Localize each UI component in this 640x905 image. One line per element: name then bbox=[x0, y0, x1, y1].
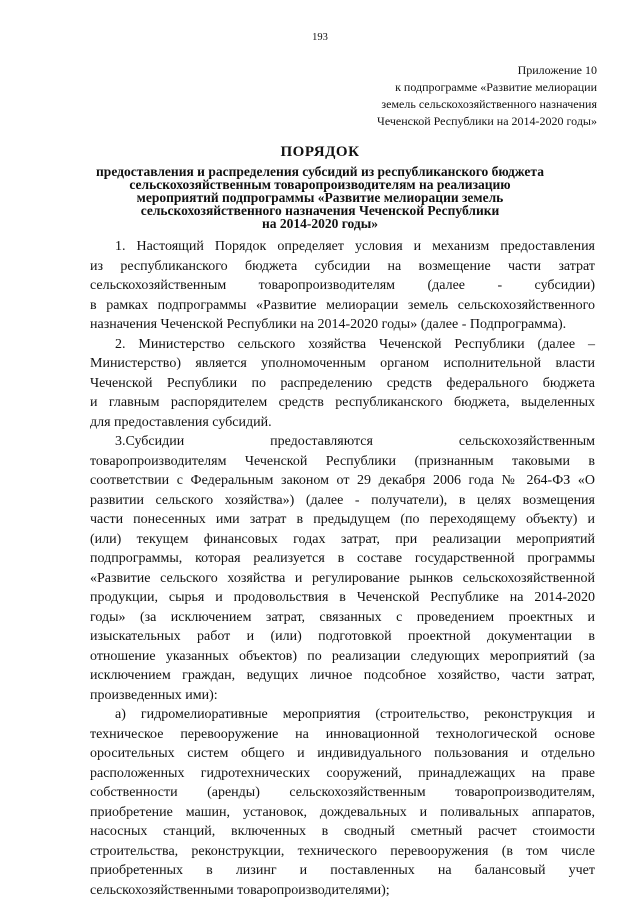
paragraph-line: из республиканского бюджета субсидии на возмещение части затрат bbox=[90, 258, 595, 274]
annex-line: земель сельскохозяйственного назначения bbox=[381, 97, 597, 111]
paragraph-line: строительства, реконструкции, технического перевооружения (в том числе bbox=[90, 843, 595, 859]
paragraph-line: 1. Настоящий Порядок определяет условия и механизм предоставления bbox=[115, 239, 595, 254]
annex-line: Приложение 10 bbox=[517, 63, 597, 77]
paragraph-line: изыскательных работ и (или) подготовкой проектной документации в bbox=[90, 629, 595, 644]
paragraph-line: назначения Чеченской Республики на 2014-2020 годы» (далее - Подпрограмма). bbox=[90, 317, 567, 332]
subtitle-line: сельскохозяйственным товаропроизводителям на реализацию bbox=[129, 177, 511, 192]
paragraph-line: исключением граждан, ведущих личное подсобное хозяйство, части затрат, bbox=[90, 668, 595, 683]
paragraph-line: насосных станций, включенных в сводный сметный расчет стоимости bbox=[90, 824, 595, 839]
paragraph-line: для предоставления субсидий. bbox=[90, 414, 272, 430]
subtitle-line: сельскохозяйственного назначения Чеченской Республики bbox=[140, 203, 500, 218]
document-title: ПОРЯДОК bbox=[280, 144, 360, 160]
page-number: 193 bbox=[312, 32, 328, 43]
annex-line: Чеченской Республики на 2014-2020 годы» bbox=[377, 114, 597, 128]
paragraph-line: приобретенных в лизинг и поставленных на балансовый учет bbox=[90, 863, 595, 878]
paragraph-line: товаропроизводителям Чеченской Республики (признанным таковыми в bbox=[90, 453, 595, 469]
paragraph bbox=[90, 335, 595, 433]
paragraph-line: «Развитие сельского хозяйства и регулирование рынков сельскохозяйственной bbox=[90, 570, 595, 586]
paragraph-line: Чеченской Республики по распределению средств федерального бюджета bbox=[90, 375, 595, 391]
subtitle-line: мероприятий подпрограммы «Развитие мелиорации земель bbox=[136, 190, 504, 205]
paragraph-line: развитии сельского хозяйства») (далее - получатели), в целях возмещения bbox=[90, 492, 595, 508]
annex-line: к подпрограмме «Развитие мелиорации bbox=[395, 80, 597, 94]
paragraph-line: 3.Субсидии предоставляются сельскохозяйственным bbox=[115, 434, 595, 449]
document-subtitle bbox=[60, 165, 580, 230]
paragraph-line: части понесенных ими затрат в предыдущем (по переходящему объекту) и bbox=[90, 512, 595, 527]
paragraph-line: оросительных систем общего и индивидуального пользования и отдельно bbox=[90, 746, 595, 761]
paragraph bbox=[90, 432, 595, 705]
paragraph bbox=[90, 705, 595, 900]
paragraph-line: собственности (аренды) сельскохозяйственным товаропроизводителям, bbox=[90, 785, 595, 800]
paragraph-line: (или) текущем финансовых годах затрат, при реализации мероприятий bbox=[90, 531, 595, 547]
paragraph-line: приобретение машин, установок, дождевальных и поливальных аппаратов, bbox=[90, 804, 595, 820]
subtitle-line: предоставления и распределения субсидий из республиканского бюджета bbox=[96, 164, 544, 179]
annex-header bbox=[377, 62, 597, 130]
paragraph-line: соответствии с Федеральным законом от 29 декабря 2006 года № 264-ФЗ «О bbox=[90, 473, 595, 488]
subtitle-line: на 2014-2020 годы» bbox=[261, 216, 379, 231]
paragraph-line: подпрограммы, которая реализуется в составе государственной программы bbox=[90, 551, 595, 566]
paragraph-line: произведенных ими): bbox=[90, 687, 218, 703]
paragraph-line: продукции, сырья и продовольствия в Чеченской Республике на 2014-2020 bbox=[90, 590, 595, 605]
paragraph-line: а) гидромелиоративные мероприятия (строительство, реконструкция и bbox=[115, 707, 595, 722]
paragraph-line: 2. Министерство сельского хозяйства Чеченской Республики (далее – bbox=[115, 336, 595, 352]
paragraph-line: сельскохозяйственными товаропроизводителями); bbox=[90, 882, 390, 898]
paragraph-line: в рамках подпрограммы «Развитие мелиорации земель сельскохозяйственного bbox=[90, 297, 595, 313]
paragraph-line: и главным распорядителем средств республиканского бюджета, выделенных bbox=[90, 395, 595, 410]
paragraph bbox=[90, 237, 595, 335]
paragraph-line: Министерство) является уполномоченным органом исполнительной власти bbox=[90, 356, 595, 371]
paragraph-line: годы» (за исключением затрат, связанных с проведением проектных и bbox=[90, 609, 595, 625]
document-body bbox=[90, 237, 595, 900]
paragraph-line: расположенных гидротехнических сооружений, принадлежащих на праве bbox=[90, 765, 595, 781]
paragraph-line: отношение указанных объектов) по реализации следующих мероприятий (за bbox=[90, 648, 595, 664]
paragraph-line: сельскохозяйственным товаропроизводителям (далее - субсидии) bbox=[90, 278, 595, 293]
paragraph-line: техническое перевооружение на инновационной технологической основе bbox=[90, 726, 595, 742]
